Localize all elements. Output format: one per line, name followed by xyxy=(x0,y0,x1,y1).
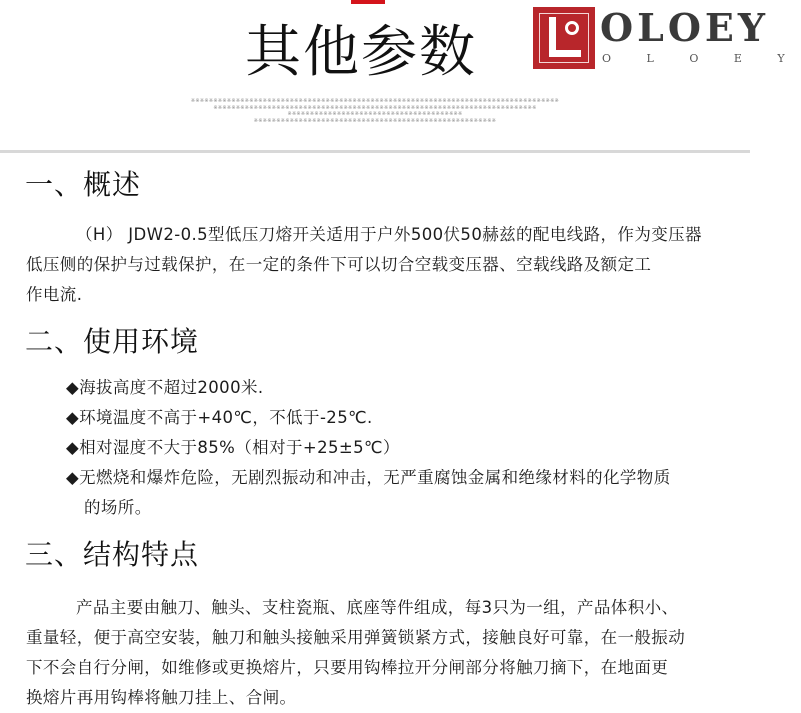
fine-print-line: ※※※※※※※※※※※※※※※※※※※※※※※※※※※※※※※※※※※※※※※ xyxy=(287,111,463,117)
fine-print-line: ※※※※※※※※※※※※※※※※※※※※※※※※※※※※※※※※※※※※※※※※※※※※※※※※※※※※※※※※※※※※※※※※※※※※※※※※ xyxy=(213,104,537,111)
paragraph-line: （H） JDW2-0.5型低压刀熔开关适用于户外500伏50赫兹的配电线路，作为变压器 xyxy=(76,225,702,244)
brand-logo-icon xyxy=(533,7,595,69)
paragraph-line: 换熔片再用钩棒将触刀挂上、合闸。 xyxy=(26,688,297,707)
brand-name: OLOEY xyxy=(600,5,770,50)
brand-subtitle: O L O E Y xyxy=(602,52,801,65)
list-item: ◆相对湿度不大于85%（相对于+25±5℃） xyxy=(66,438,400,457)
fine-print-line: ※※※※※※※※※※※※※※※※※※※※※※※※※※※※※※※※※※※※※※※※※※※※※※※※※※※※※※ xyxy=(253,117,497,124)
paragraph-line: 重量轻，便于高空安装，触刀和触头接触采用弹簧锁紧方式，接触良好可靠，在一般振动 xyxy=(26,628,686,647)
accent-tick xyxy=(351,0,385,4)
overview-paragraph xyxy=(26,220,726,310)
paragraph-line: 产品主要由触刀、触头、支柱瓷瓶、底座等件组成，每3只为一组，产品体积小、 xyxy=(76,598,679,617)
section-heading-overview: 一、概述 xyxy=(25,168,142,201)
paragraph-line: 低压侧的保护与过载保护，在一定的条件下可以切合空载变压器、空载线路及额定工 xyxy=(26,255,652,274)
fine-print-line: ※※※※※※※※※※※※※※※※※※※※※※※※※※※※※※※※※※※※※※※※※※※※※※※※※※※※※※※※※※※※※※※※※※※※※※※※※※※※※※※※※※ xyxy=(190,98,560,104)
list-item: ◆无燃烧和爆炸危险，无剧烈振动和冲击，无严重腐蚀金属和绝缘材料的化学物质 xyxy=(66,468,671,487)
content-area xyxy=(0,153,750,710)
paragraph-line: 作电流. xyxy=(26,285,83,304)
list-item: ◆环境温度不高于+40℃，不低于-25℃. xyxy=(66,408,373,427)
paragraph-line: 下不会自行分闸，如维修或更换熔片，只要用钩棒拉开分闸部分将触刀摘下，在地面更 xyxy=(26,658,669,677)
environment-list xyxy=(26,373,726,523)
section-heading-environment: 二、使用环境 xyxy=(25,325,200,358)
page-title: 其他参数 xyxy=(245,20,477,85)
list-item-continuation: 的场所。 xyxy=(84,498,152,517)
header-banner xyxy=(0,0,801,150)
fine-print xyxy=(140,98,610,124)
list-item: ◆海拔高度不超过2000米. xyxy=(66,378,264,397)
structure-paragraph xyxy=(26,593,726,713)
section-heading-structure: 三、结构特点 xyxy=(25,538,200,571)
